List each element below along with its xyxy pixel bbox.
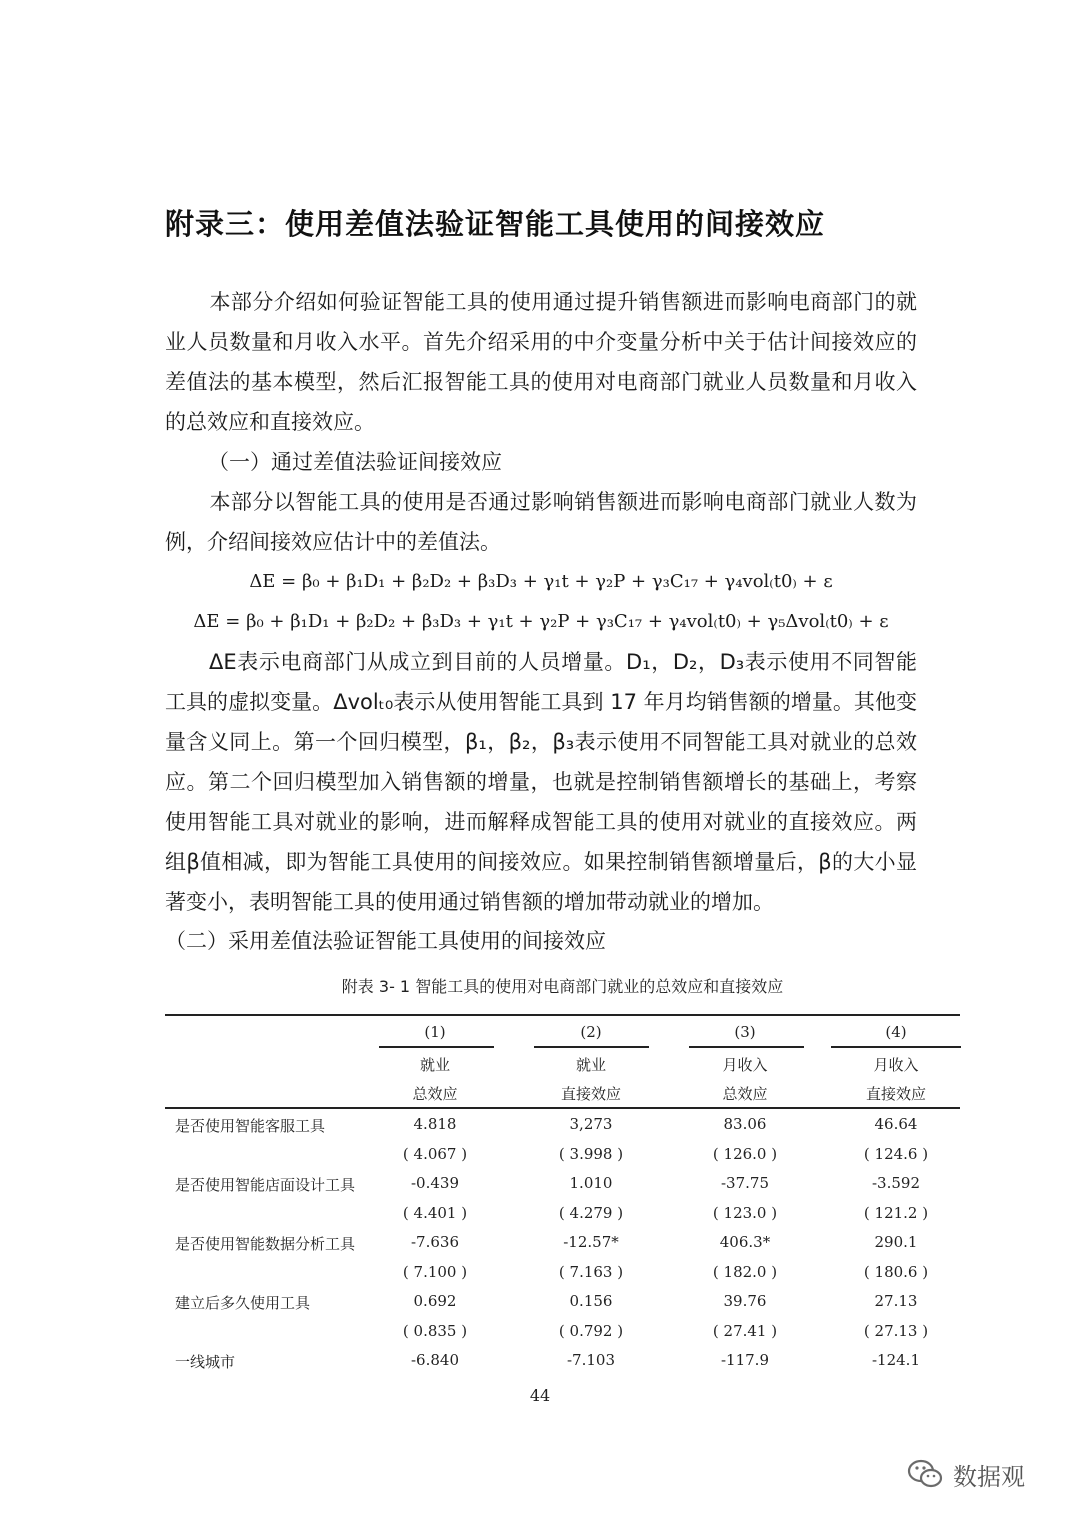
coefficient-cell: -0.439 [410,1174,459,1192]
coefficient-cell: 0.692 [413,1292,457,1310]
section-heading-1: （一）通过差值法验证间接效应 [208,450,502,474]
column-subheader: 总效应 [722,1085,768,1103]
std-error-cell: ( 0.792 ) [558,1322,624,1340]
column-header-rule [831,1046,961,1048]
coefficient-cell: 406.3* [719,1233,771,1251]
coefficient-cell: 0.156 [569,1292,613,1310]
row-label: 建立后多久使用工具 [175,1294,311,1312]
coefficient-cell: -124.1 [871,1351,920,1369]
explanation-text: ΔE表示电商部门从成立到目前的人员增量。D₁，D₂，D₃表示使用不同智能工具的虚拟变量。Δvolₜ₀表示从使用智能工具到 17 年月均销售额的增量。其他变量含义同上。第一个回归模型，β₁，β₂，β₃表示使用不同智能工具对就业的总效应。第二个回归模型加入销售额的增量，也就是控制销售额增长的基础上，考察使用智能工具对就业的影响，进而解释成智能工具的使用对就业的直接效应。两组β值相减，即为智能工具使用的间接效应。如果控制销售额增量后，β的大小显著变小，表明智能工具的使用通过销售额的增加带动就业的增加。 [165,650,917,914]
table-top-rule [165,1014,960,1016]
page-title: 附录三：使用差值法验证智能工具使用的间接效应 [165,207,826,241]
intro-text: 本部分介绍如何验证智能工具的使用通过提升销售额进而影响电商部门的就业人员数量和月收入水平。首先介绍采用的中介变量分析中关于估计间接效应的差值法的基本模型，然后汇报智能工具的使用对电商部门就业人员数量和月收入的总效应和直接效应。 [165,290,917,434]
std-error-cell: ( 123.0 ) [712,1204,778,1222]
explanation-paragraph [165,642,917,922]
coefficient-cell: -7.103 [566,1351,615,1369]
column-header: 就业 [419,1056,450,1074]
row-label: 是否使用智能数据分析工具 [175,1235,356,1253]
std-error-cell: ( 126.0 ) [712,1145,778,1163]
watermark-text: 数据观 [953,1462,1025,1491]
std-error-cell: ( 4.067 ) [402,1145,468,1163]
std-error-cell: ( 4.279 ) [558,1204,624,1222]
row-label: 是否使用智能店面设计工具 [175,1176,356,1194]
coefficient-cell: -37.75 [720,1174,769,1192]
std-error-cell: ( 121.2 ) [863,1204,929,1222]
section-heading-2: （二）采用差值法验证智能工具使用的间接效应 [165,929,606,953]
column-header: 就业 [575,1056,606,1074]
std-error-cell: ( 27.41 ) [712,1322,778,1340]
table-header-rule [165,1107,960,1109]
std-error-cell: ( 180.6 ) [863,1263,929,1281]
column-number: (4) [885,1023,907,1041]
equation-2: ΔE = β₀ + β₁D₁ + β₂D₂ + β₃D₃ + γ₁t + γ₂P + γ₃C₁₇ + γ₄vol₍t0₎ + γ₅Δvol₍t0₎ + ε [193,611,889,632]
watermark [905,1452,1065,1496]
column-header: 月收入 [722,1056,768,1074]
coefficient-cell: 39.76 [723,1292,767,1310]
coefficient-cell: 290.1 [874,1233,918,1251]
std-error-cell: ( 3.998 ) [558,1145,624,1163]
coefficient-cell: 4.818 [413,1115,457,1133]
column-header-rule [379,1046,494,1048]
row-label: 是否使用智能客服工具 [175,1117,326,1135]
coefficient-cell: -7.636 [410,1233,459,1251]
coefficient-cell: -117.9 [720,1351,769,1369]
column-header-rule [689,1046,804,1048]
coefficient-cell: -6.840 [410,1351,459,1369]
std-error-cell: ( 7.163 ) [558,1263,624,1281]
coefficient-cell: 27.13 [874,1292,918,1310]
std-error-cell: ( 124.6 ) [863,1145,929,1163]
table-caption: 附表 3- 1 智能工具的使用对电商部门就业的总效应和直接效应 [341,977,784,996]
row-label: 一线城市 [175,1353,236,1371]
coefficient-cell: 46.64 [874,1115,918,1133]
column-header: 月收入 [873,1056,919,1074]
coefficient-cell: -12.57* [563,1233,619,1251]
coefficient-cell: 83.06 [723,1115,767,1133]
std-error-cell: ( 4.401 ) [402,1204,468,1222]
std-error-cell: ( 7.100 ) [402,1263,468,1281]
std-error-cell: ( 0.835 ) [402,1322,468,1340]
column-number: (1) [424,1023,446,1041]
coefficient-cell: -3.592 [871,1174,920,1192]
intro-paragraph [165,282,917,442]
coefficient-cell: 1.010 [569,1174,613,1192]
column-subheader: 直接效应 [865,1085,926,1103]
page-number: 44 [529,1386,551,1405]
equation-1: ΔE = β₀ + β₁D₁ + β₂D₂ + β₃D₃ + γ₁t + γ₂P + γ₃C₁₇ + γ₄vol₍t0₎ + ε [249,571,833,592]
std-error-cell: ( 182.0 ) [712,1263,778,1281]
section1-text: 本部分以智能工具的使用是否通过影响销售额进而影响电商部门就业人数为例，介绍间接效应估计中的差值法。 [165,490,917,554]
section1-paragraph [165,482,917,562]
column-number: (2) [580,1023,602,1041]
std-error-cell: ( 27.13 ) [863,1322,929,1340]
wechat-icon [905,1454,945,1494]
coefficient-cell: 3,273 [569,1115,613,1133]
column-header-rule [534,1046,649,1048]
column-number: (3) [734,1023,756,1041]
column-subheader: 总效应 [412,1085,458,1103]
column-subheader: 直接效应 [560,1085,621,1103]
